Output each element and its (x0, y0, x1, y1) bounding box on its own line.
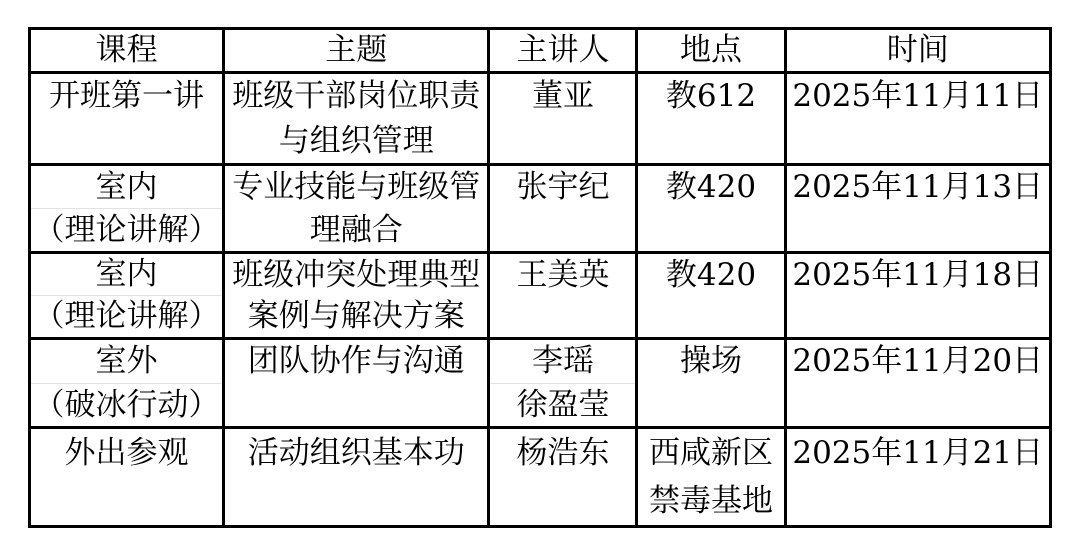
cell-topic (223, 73, 488, 165)
cell-course (30, 253, 224, 339)
cell-course (30, 165, 224, 253)
cell-location (637, 253, 785, 339)
cell-line: 教420 (665, 169, 757, 206)
cell-speaker (489, 73, 637, 165)
cell-line: （理论讲解） (33, 211, 220, 248)
cell-line: 张宇纪 (516, 169, 610, 206)
cell-topic (223, 253, 488, 339)
cell-location (637, 339, 785, 428)
cell-line: （破冰行动） (33, 386, 220, 423)
cell-line: 活动组织基本功 (247, 434, 465, 471)
cell-speaker (489, 253, 637, 339)
cell-line: 教612 (665, 78, 757, 115)
table-row (30, 73, 1051, 165)
cell-line (787, 477, 1050, 525)
cell-line (638, 296, 783, 338)
cell-line: 2025年11月21日 (792, 434, 1044, 471)
cell-line (638, 383, 783, 426)
cell-topic (223, 339, 488, 428)
table-row (30, 428, 1051, 527)
header-row (30, 29, 1051, 73)
cell-speaker (489, 165, 637, 253)
cell-location (637, 428, 785, 527)
cell-line (490, 209, 635, 252)
cell-line: 班级冲突处理典型 (232, 256, 481, 293)
cell-line (787, 119, 1050, 164)
cell-line (31, 119, 222, 164)
cell-line (638, 119, 783, 164)
cell-line: 杨浩东 (516, 434, 610, 471)
cell-line: 案例与解决方案 (247, 298, 465, 335)
cell-line (31, 477, 222, 525)
cell-topic (223, 428, 488, 527)
cell-line (787, 296, 1050, 338)
cell-line: 2025年11月11日 (792, 78, 1044, 115)
cell-line: 董亚 (531, 78, 594, 115)
cell-line: 室外 (31, 340, 222, 384)
header-topic: 主题 (223, 29, 488, 73)
cell-line (225, 477, 487, 525)
cell-line: 教420 (665, 256, 757, 293)
cell-topic (223, 165, 488, 253)
cell-course (30, 428, 224, 527)
cell-line: 室内 (31, 166, 222, 209)
cell-time (785, 339, 1051, 428)
cell-line: （理论讲解） (33, 298, 220, 335)
cell-time (785, 253, 1051, 339)
cell-course (30, 339, 224, 428)
cell-line: 与组织管理 (278, 122, 434, 159)
cell-course (30, 73, 224, 165)
cell-line: 禁毒基地 (648, 482, 773, 519)
header-course: 课程 (30, 29, 224, 73)
cell-speaker (489, 428, 637, 527)
table-row (30, 165, 1051, 253)
cell-line: 李瑶 (490, 340, 635, 384)
cell-line: 王美英 (516, 256, 610, 293)
cell-line: 理融合 (309, 211, 403, 248)
cell-line: 团队协作与沟通 (247, 343, 465, 380)
cell-line: 操场 (679, 343, 742, 380)
header-time: 时间 (785, 29, 1051, 73)
cell-line: 2025年11月13日 (792, 169, 1044, 206)
cell-location (637, 165, 785, 253)
cell-line: 外出参观 (64, 434, 189, 471)
cell-line (787, 383, 1050, 426)
header-location: 地点 (637, 29, 785, 73)
table-row (30, 253, 1051, 339)
cell-line (490, 296, 635, 338)
cell-line: 专业技能与班级管 (232, 169, 481, 206)
cell-line: 徐盈莹 (516, 386, 610, 423)
cell-line (787, 209, 1050, 252)
cell-line (225, 383, 487, 426)
cell-line: 室内 (31, 254, 222, 296)
cell-line (638, 209, 783, 252)
table-row (30, 339, 1051, 428)
cell-line (490, 477, 635, 525)
cell-line: 开班第一讲 (48, 78, 204, 115)
cell-line: 班级干部岗位职责 (232, 78, 481, 115)
cell-speaker (489, 339, 637, 428)
header-speaker: 主讲人 (489, 29, 637, 73)
cell-line: 2025年11月20日 (792, 343, 1044, 380)
cell-location (637, 73, 785, 165)
cell-line: 2025年11月18日 (792, 256, 1044, 293)
cell-time (785, 428, 1051, 527)
cell-line (490, 119, 635, 164)
cell-time (785, 165, 1051, 253)
schedule-table (28, 27, 1052, 528)
cell-line: 西咸新区 (648, 434, 773, 471)
cell-time (785, 73, 1051, 165)
